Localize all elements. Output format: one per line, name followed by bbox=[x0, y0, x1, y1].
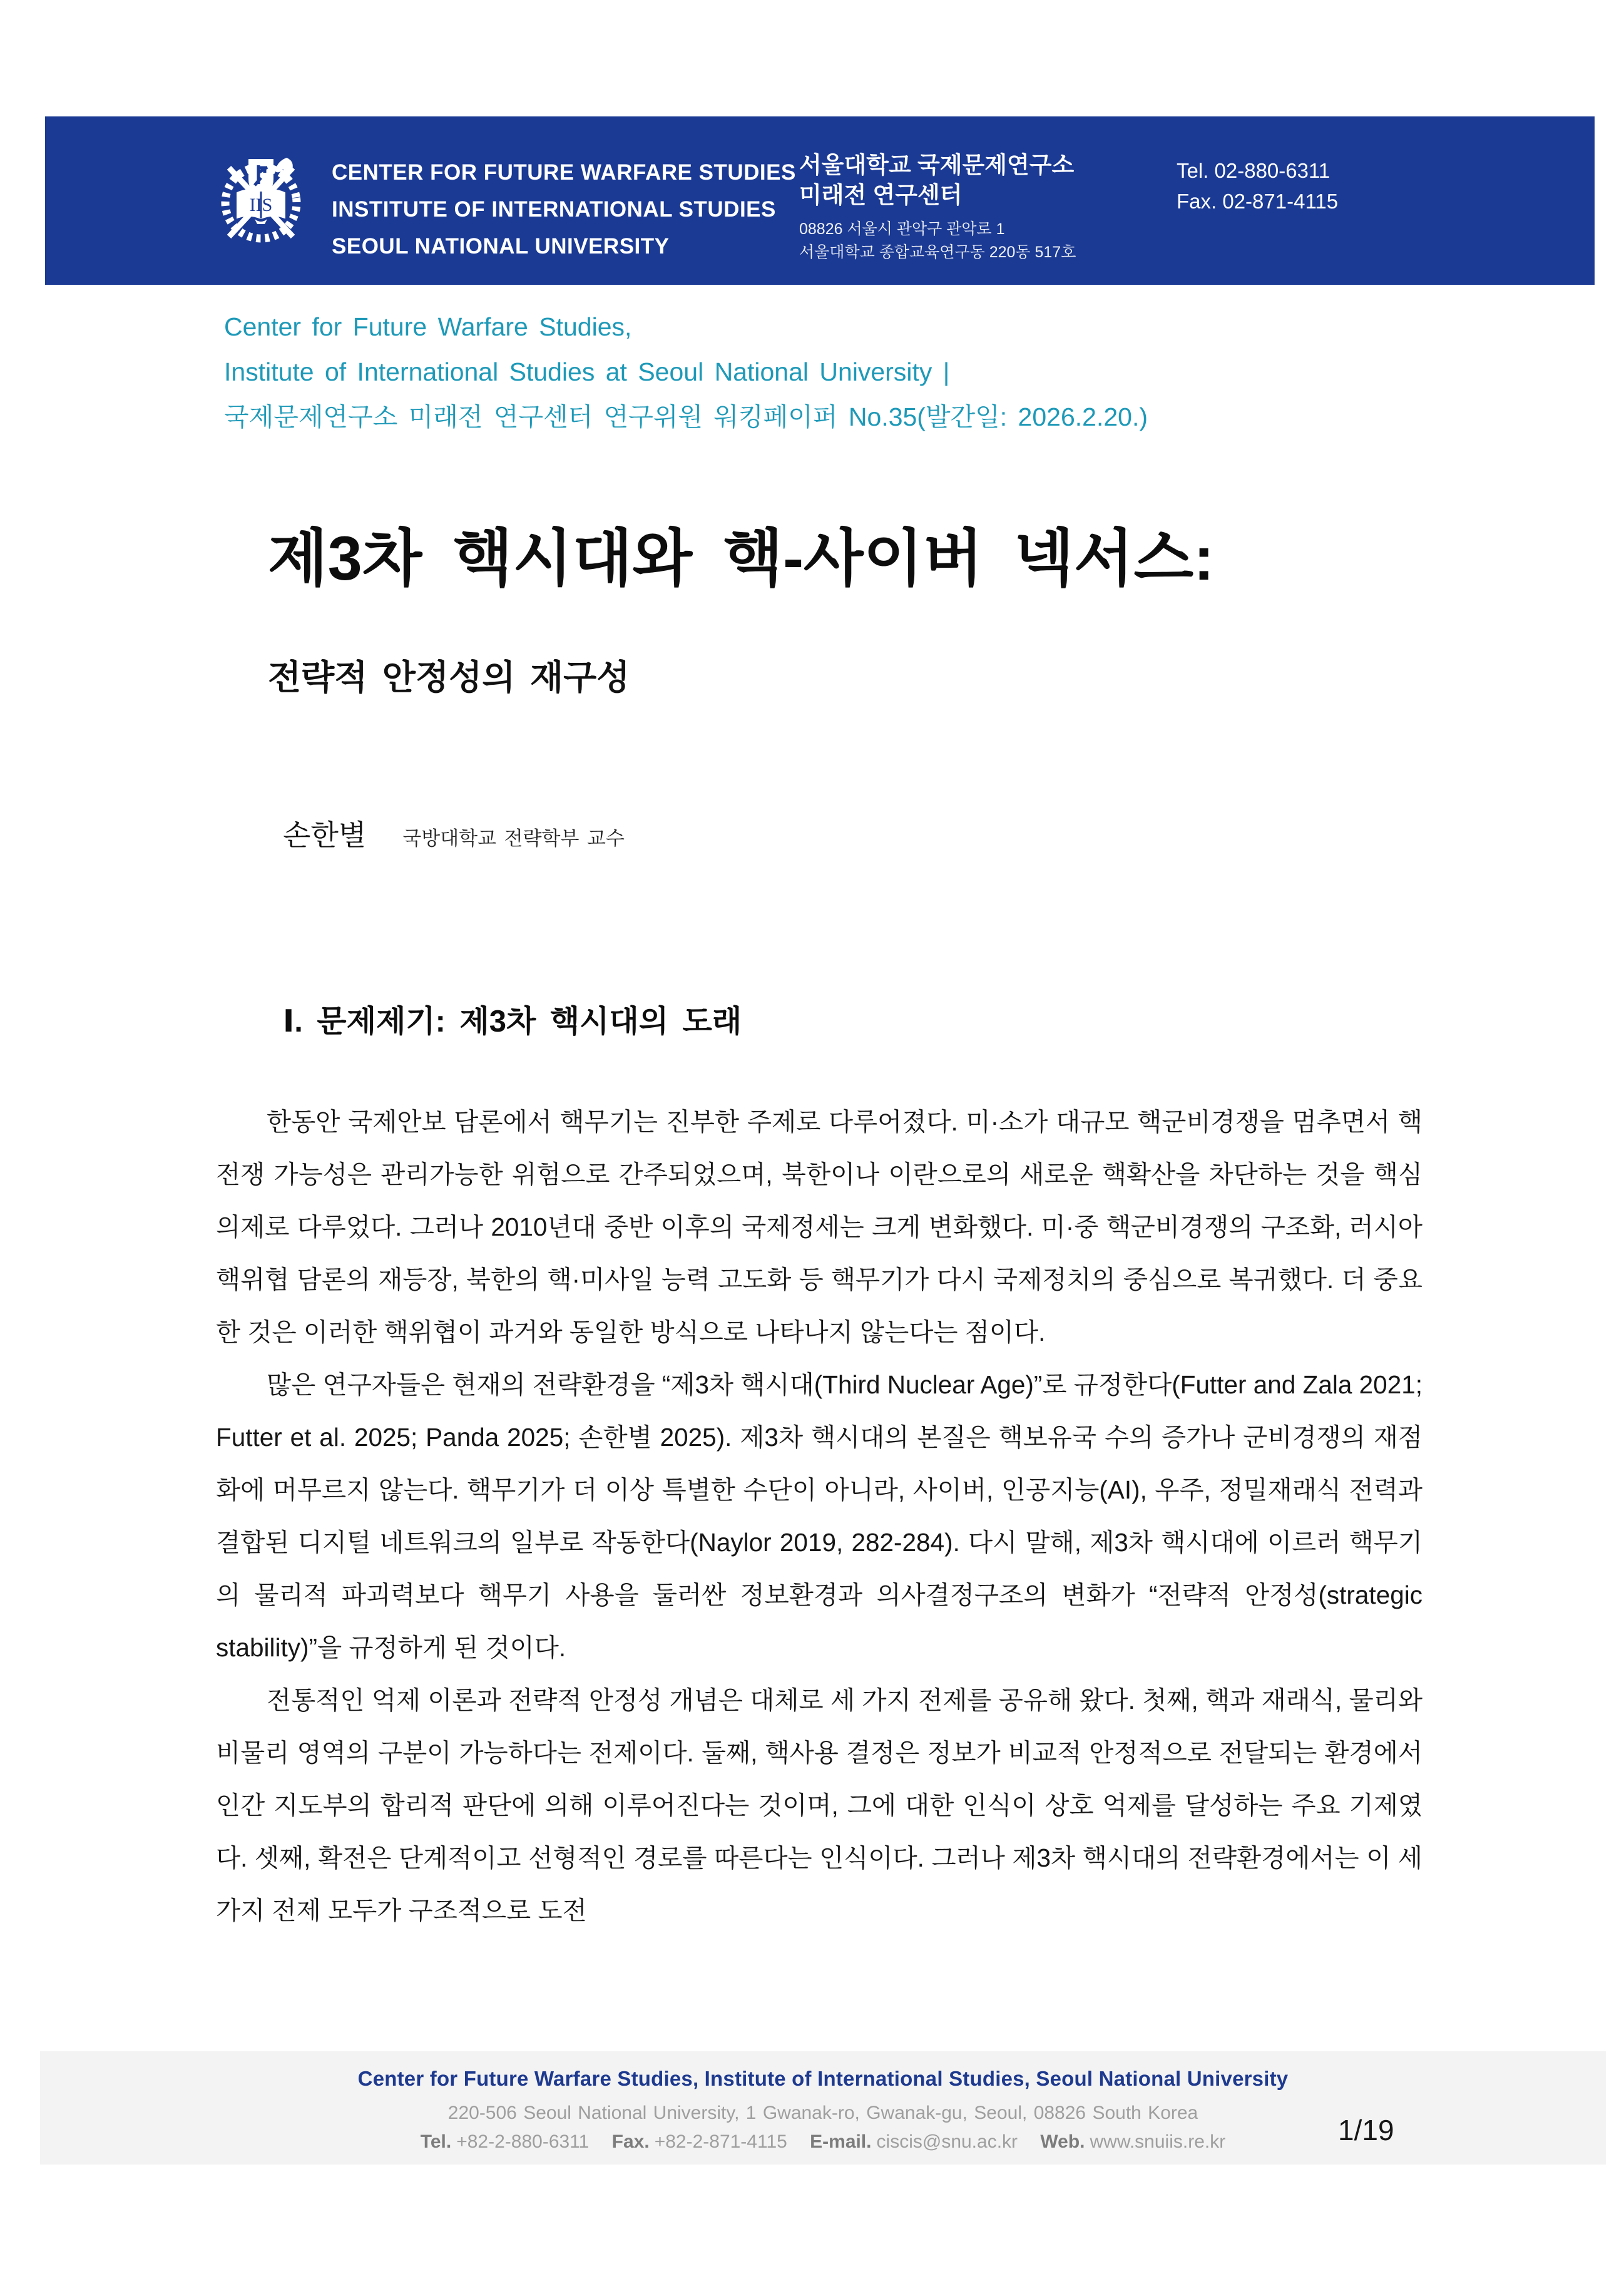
header-korean-center: 미래전 연구센터 bbox=[799, 182, 963, 208]
footer-tel bbox=[421, 2131, 590, 2152]
footer-address: 220-506 Seoul National University, 1 Gwanak-ro, Gwanak-gu, Seoul, 08826 South Korea bbox=[447, 2103, 1198, 2123]
author-affiliation: 국방대학교 전략학부 교수 bbox=[402, 828, 625, 849]
body-paragraph: 전통적인 억제 이론과 전략적 안정성 개념은 대체로 세 가지 전제를 공유해 왔다. 첫째, 핵과 재래식, 물리와 비물리 영역의 구분이 가능하다는 전제이다. 둘째, 핵사용 결정은 정보가 비교적 안정적으로 전달되는 환경에서 인간 지도부의 합리적 판단에 의해 이루어진다는 것이며, 그에 대한 인식이 상호 억제를 달성하는 주요 기제였다. 셋째, 확전은 단계적이고 선형적인 경로를 따른다는 인식이다. 그러나 제3차 핵시대의 전략환경에서는 이 세 가지 전제 모두가 구조적으로 도전 bbox=[216, 1686, 1422, 1925]
header-english-line: SEOUL NATIONAL UNIVERSITY bbox=[332, 234, 670, 259]
header-english-line: INSTITUTE OF INTERNATIONAL STUDIES bbox=[332, 197, 776, 222]
body-paragraph: 한동안 국제안보 담론에서 핵무기는 진부한 주제로 다루어졌다. 미·소가 대규모 핵군비경쟁을 멈추면서 핵전쟁 가능성은 관리가능한 위험으로 간주되었으며, 북한이나 이란으로의 새로운 핵확산을 차단하는 것을 핵심 의제로 다루었다. 그러나 2010년대 중반 이후의 국제정세는 크게 변화했다. 미·중 핵군비경쟁의 구조화, 러시아 핵위협 담론의 재등장, 북한의 핵·미사일 능력 고도화 등 핵무기가 다시 국제정치의 중심으로 복귀했다. 더 중요한 것은 이러한 핵위협이 과거와 동일한 방식으로 나타나지 않는다는 점이다. bbox=[216, 1107, 1422, 1346]
header-english-line: CENTER FOR FUTURE WARFARE STUDIES bbox=[332, 160, 796, 185]
header-fax: Fax. 02-871-4115 bbox=[1177, 190, 1339, 213]
header-contact-block bbox=[1177, 155, 1338, 217]
paper-info-line2: Institute of International Studies at Seoul National University | bbox=[224, 357, 950, 386]
paper-subtitle: 전략적 안정성의 재구성 bbox=[268, 658, 630, 697]
header-address-line1: 08826 서울시 관악구 관악로 1 bbox=[799, 220, 1005, 238]
paper-title: 제3차 핵시대와 핵-사이버 넥서스: bbox=[268, 523, 1215, 593]
footer-email-label: E-mail. bbox=[810, 2131, 872, 2152]
snu-iis-emblem-icon bbox=[213, 151, 309, 249]
footer-web-label: Web. bbox=[1040, 2131, 1085, 2152]
header-korean-block bbox=[799, 150, 1076, 264]
author-row bbox=[283, 812, 625, 854]
working-paper-info bbox=[224, 304, 1148, 439]
author-name: 손한별 bbox=[283, 819, 367, 851]
body-paragraph: 많은 연구자들은 현재의 전략환경을 “제3차 핵시대(Third Nuclear Age)”로 규정한다(Futter and Zala 2021; Futter et al. 2025; Panda 2025; 손한별 2025). 제3차 핵시대의 본질은 핵보유국 수의 증가나 군비경쟁의 재점화에 머무르지 않는다. 핵무기가 더 이상 특별한 수단이 아니라, 사이버, 인공지능(AI), 우주, 정밀재래식 전력과 결합된 디지털 네트워크의 일부로 작동한다(Naylor 2019, 282-284). 다시 말해, 제3차 핵시대에 이르러 핵무기의 물리적 파괴력보다 핵무기 사용을 둘러싼 정보환경과 의사결정구조의 변화가 “전략적 안정성(strategic stability)”을 규정하게 된 것이다. bbox=[216, 1370, 1422, 1662]
footer-web-value: www.snuiis.re.kr bbox=[1090, 2131, 1226, 2152]
footer-web bbox=[1040, 2131, 1225, 2152]
header-banner bbox=[45, 116, 1595, 285]
footer-email bbox=[810, 2131, 1018, 2152]
footer-email-value: ciscis@snu.ac.kr bbox=[876, 2131, 1018, 2152]
header-english-titles bbox=[332, 154, 796, 265]
body-text bbox=[216, 1095, 1422, 1937]
header-korean-institute: 서울대학교 국제문제연구소 bbox=[799, 152, 1075, 178]
footer-tel-value: +82-2-880-6311 bbox=[456, 2131, 590, 2152]
section-heading: Ⅰ. 문제제기: 제3차 핵시대의 도래 bbox=[283, 1005, 742, 1038]
footer-fax-label: Fax. bbox=[611, 2131, 650, 2152]
paper-info-line3: 국제문제연구소 미래전 연구센터 연구위원 워킹페이퍼 No.35(발간일: 2026.2.20.) bbox=[224, 402, 1148, 431]
footer-institution: Center for Future Warfare Studies, Institute of International Studies, Seoul National University bbox=[357, 2067, 1289, 2090]
footer-fax bbox=[612, 2131, 787, 2152]
header-tel: Tel. 02-880-6311 bbox=[1177, 159, 1330, 182]
header-address-line2: 서울대학교 종합교육연구동 220동 517호 bbox=[799, 243, 1076, 261]
footer-fax-value: +82-2-871-4115 bbox=[654, 2131, 787, 2152]
footer-banner bbox=[40, 2051, 1606, 2165]
paper-info-line1: Center for Future Warfare Studies, bbox=[224, 312, 632, 341]
svg-text:IIS: IIS bbox=[249, 195, 273, 215]
footer-tel-label: Tel. bbox=[420, 2131, 452, 2152]
page-number: 1/19 bbox=[1338, 2114, 1394, 2146]
